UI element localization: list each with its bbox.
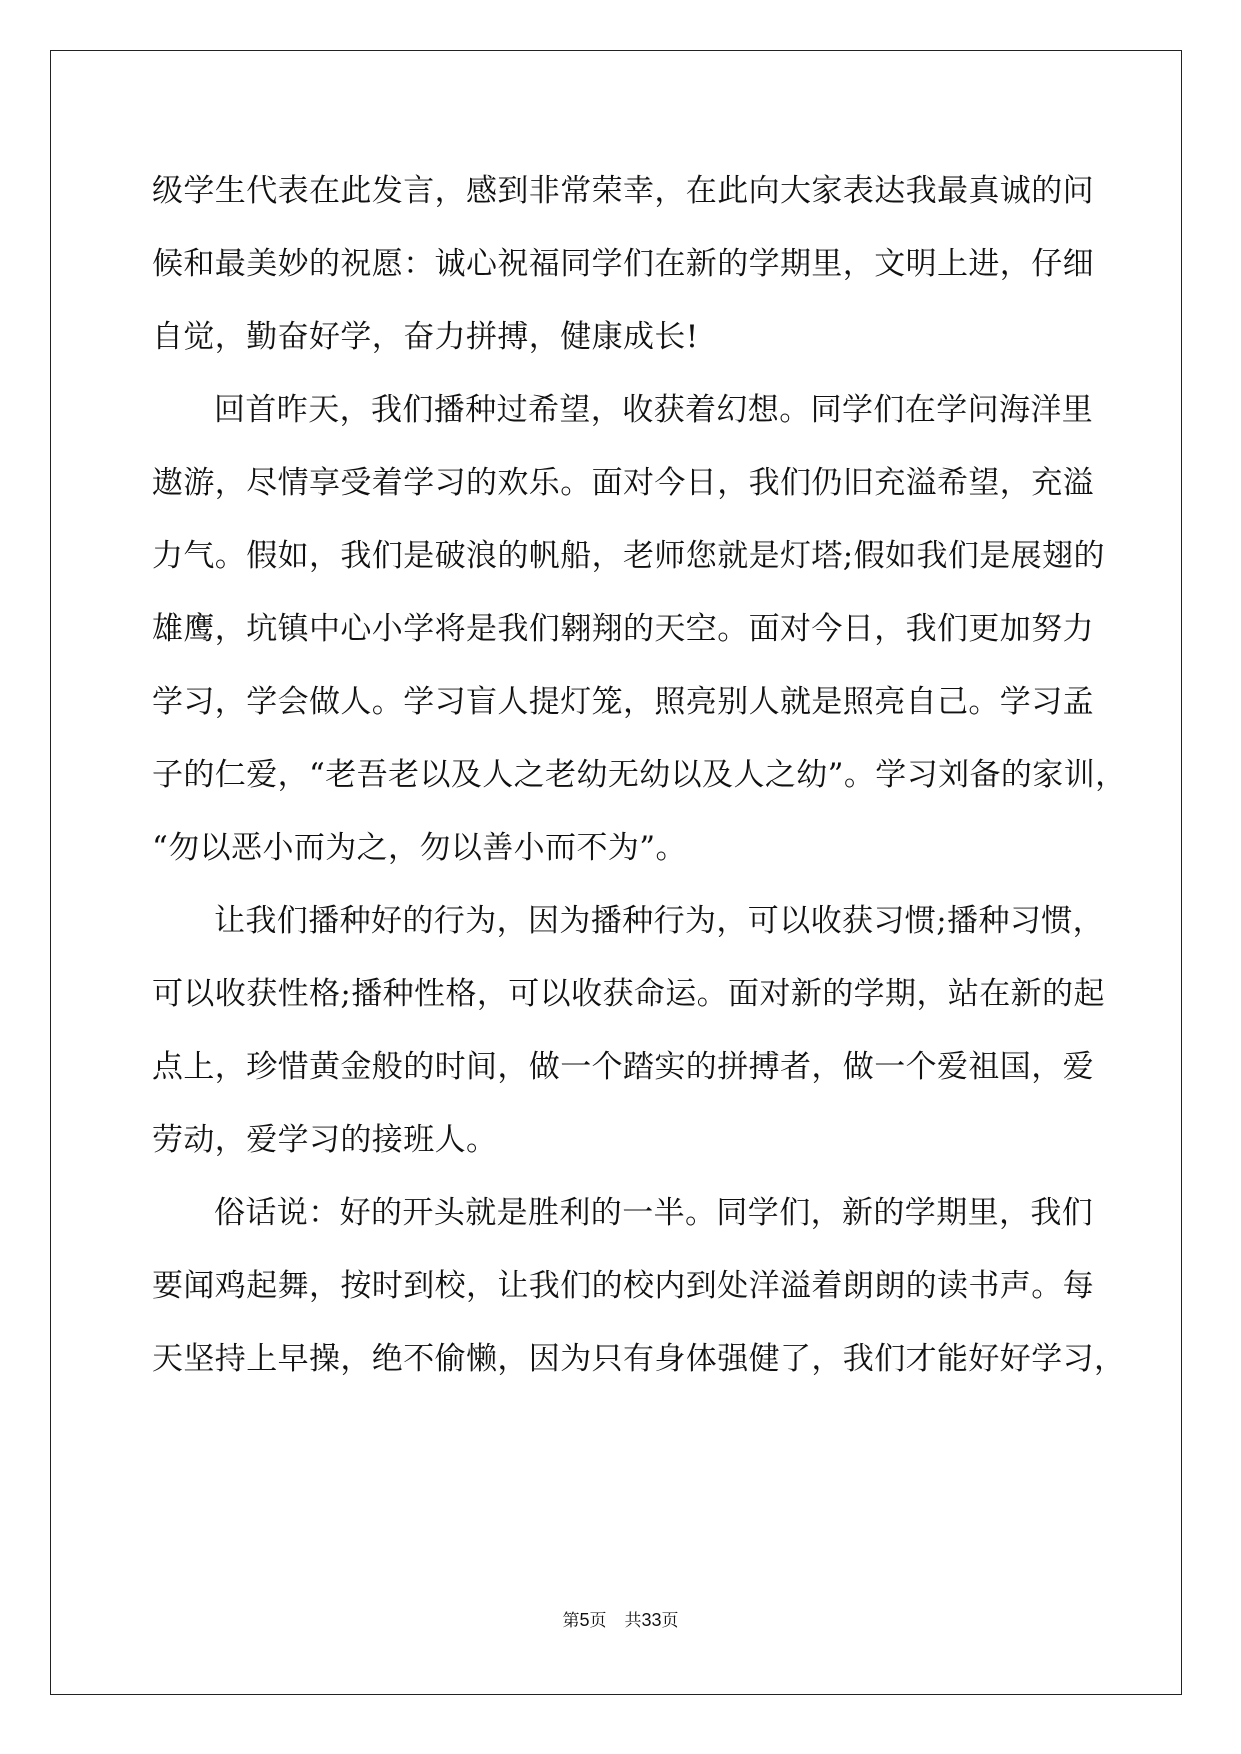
text-line: 遨游，尽情享受着学习的欢乐。面对今日，我们仍旧充溢希望，充溢: [152, 465, 1094, 501]
text-line: 学习，学会做人。学习盲人提灯笼，照亮别人就是照亮自己。学习孟: [152, 684, 1094, 720]
text-line: 可以收获性格;播种性格，可以收获命运。面对新的学期，站在新的起: [152, 976, 1105, 1012]
text-line: 自觉，勤奋好学，奋力拼搏，健康成长!: [152, 319, 699, 355]
paragraph-start-line: 让我们播种好的行为，因为播种行为，可以收获习惯;播种习惯，: [214, 903, 1105, 939]
text-line: 要闻鸡起舞，按时到校，让我们的校内到处洋溢着朗朗的读书声。每: [152, 1268, 1094, 1304]
total-pages: 33: [641, 1610, 662, 1630]
text-line: 子的仁爱，“老吾老以及人之老幼无幼以及人之幼”。学习刘备的家训，: [152, 757, 1127, 793]
total-prefix: 共: [624, 1611, 642, 1631]
document-body: [152, 155, 1127, 1396]
text-line: 力气。假如，我们是破浪的帆船，老师您就是灯塔;假如我们是展翅的: [152, 538, 1105, 574]
page-suffix: 页: [589, 1611, 607, 1631]
text-line: 劳动，爱学习的接班人。: [152, 1122, 498, 1158]
page-number: 5: [579, 1610, 590, 1630]
text-line: 级学生代表在此发言，感到非常荣幸，在此向大家表达我最真诚的问: [152, 173, 1094, 209]
text-line: 天坚持上早操，绝不偷懒，因为只有身体强健了，我们才能好好学习，: [152, 1341, 1126, 1377]
text-line: 候和最美妙的祝愿：诚心祝福同学们在新的学期里，文明上进，仔细: [152, 246, 1094, 282]
page-prefix: 第: [562, 1611, 580, 1631]
paragraph-start-line: 回首昨天，我们播种过希望，收获着幻想。同学们在学问海洋里: [214, 392, 1094, 428]
text-line: 雄鹰，坑镇中心小学将是我们翱翔的天空。面对今日，我们更加努力: [152, 611, 1094, 647]
text-line: 点上，珍惜黄金般的时间，做一个踏实的拼搏者，做一个爱祖国，爱: [152, 1049, 1094, 1085]
page-footer: [0, 1606, 1241, 1631]
paragraph-start-line: 俗话说：好的开头就是胜利的一半。同学们，新的学期里，我们: [214, 1195, 1094, 1231]
text-line: “勿以恶小而为之，勿以善小而不为”。: [152, 830, 687, 866]
total-suffix: 页: [661, 1611, 679, 1631]
